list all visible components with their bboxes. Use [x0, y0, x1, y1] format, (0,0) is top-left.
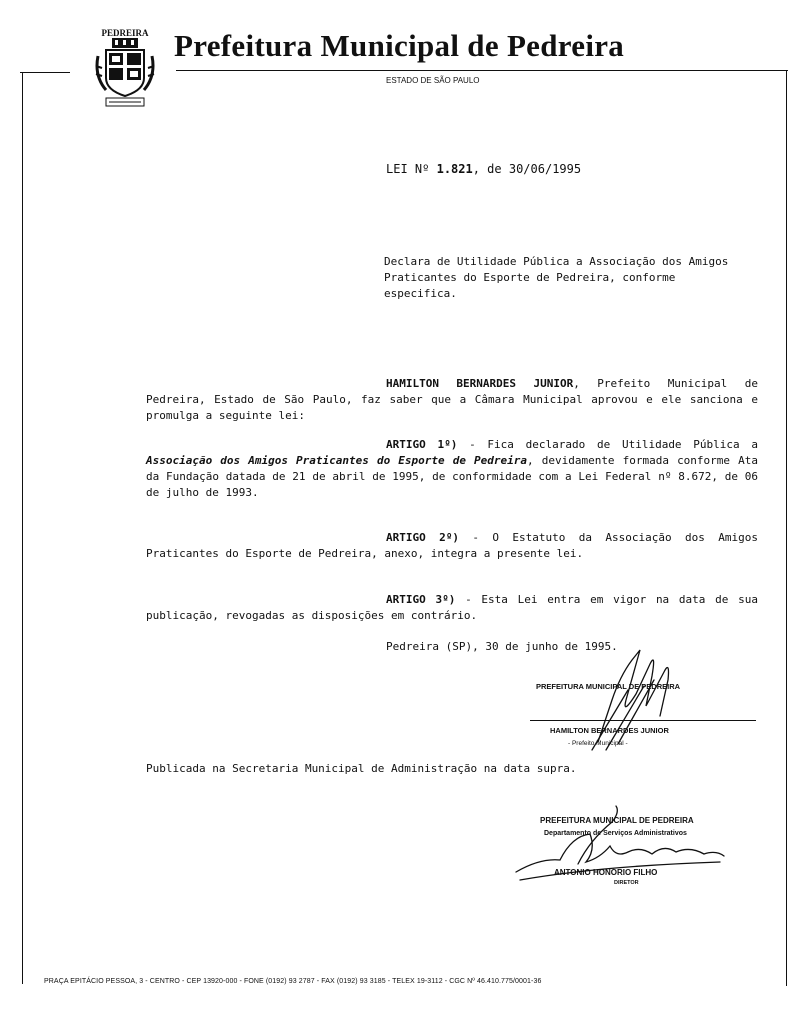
date-line: Pedreira (SP), 30 de junho de 1995.: [386, 640, 618, 653]
law-summary: Declara de Utilidade Pública a Associação dos Amigos Praticantes do Esporte de Pedreira, conforme especifica.: [384, 255, 729, 300]
header-title: Prefeitura Municipal de Pedreira: [174, 28, 625, 63]
header-state: ESTADO DE SÃO PAULO: [386, 76, 480, 85]
mayor-signature-line: [530, 720, 756, 721]
article-1-text-after: , devidamente formada conforme Ata da Fundação datada de 21 de abril de 1995, de conformidade com a Lei Federal nº 8.672, de 06 de julho de 1993.: [146, 454, 758, 499]
frame-right-border: [786, 70, 787, 986]
article-1-label: ARTIGO 1º): [386, 438, 458, 451]
mayor-signature-role: - Prefeito Municipal -: [568, 740, 628, 747]
director-signature-role: DIRETOR: [614, 880, 639, 886]
director-signature-scribble: [516, 834, 724, 872]
article-3-label: ARTIGO 3º): [386, 593, 456, 606]
footer-address: PRAÇA EPITÁCIO PESSOA, 3 - CENTRO - CEP 13920-000 - FONE (0192) 93 2787 - FAX (0192) 93 3185 - TELEX 19-3112 - CGC Nº 46.410.775/0001-36: [44, 978, 542, 985]
frame-top-right-line: [176, 70, 788, 71]
frame-left-border: [22, 72, 24, 984]
director-stamp: PREFEITURA MUNICIPAL DE PEDREIRA: [540, 816, 694, 825]
article-1-text-before: - Fica declarado de Utilidade Pública a: [457, 438, 758, 451]
article-2-text: - O Estatuto da Associação dos Amigos Praticantes do Esporte de Pedreira, anexo, integra a presente lei.: [146, 531, 758, 560]
article-1: [146, 437, 758, 501]
article-2: [146, 530, 758, 562]
director-signature-name: ANTONIO HONÓRIO FILHO: [554, 868, 658, 877]
mayor-signature-name: HAMILTON BERNARDES JUNIOR: [550, 726, 669, 735]
director-department: Departamento de Serviços Administrativos: [544, 830, 687, 837]
law-title: [386, 162, 581, 176]
coat-of-arms: [92, 26, 158, 110]
law-prefix: LEI Nº: [386, 162, 430, 176]
article-3: [146, 592, 758, 624]
publication-note: Publicada na Secretaria Municipal de Administração na data supra.: [146, 762, 577, 775]
mayor-name: HAMILTON BERNARDES JUNIOR: [386, 377, 574, 390]
frame-top-left-line: [20, 72, 70, 73]
coat-of-arms-motto: PEDREIRA: [101, 28, 149, 38]
article-2-label: ARTIGO 2º): [386, 531, 459, 544]
intro-paragraph: [146, 376, 758, 424]
intro-text: , Prefeito Municipal de Pedreira, Estado de São Paulo, faz saber que a Câmara Municipal aprovou e ele sanciona e promulga a seguinte lei:: [146, 377, 758, 422]
mayor-stamp: PREFEITURA MUNICIPAL DE PEDREIRA: [536, 682, 681, 691]
article-3-text: - Esta Lei entra em vigor na data de sua publicação, revogadas as disposições em contrário.: [146, 593, 758, 622]
law-number: 1.821: [436, 162, 473, 176]
article-1-emphasis: Associação dos Amigos Praticantes do Esporte de Pedreira: [146, 454, 528, 467]
law-date: , de 30/06/1995: [472, 162, 582, 176]
